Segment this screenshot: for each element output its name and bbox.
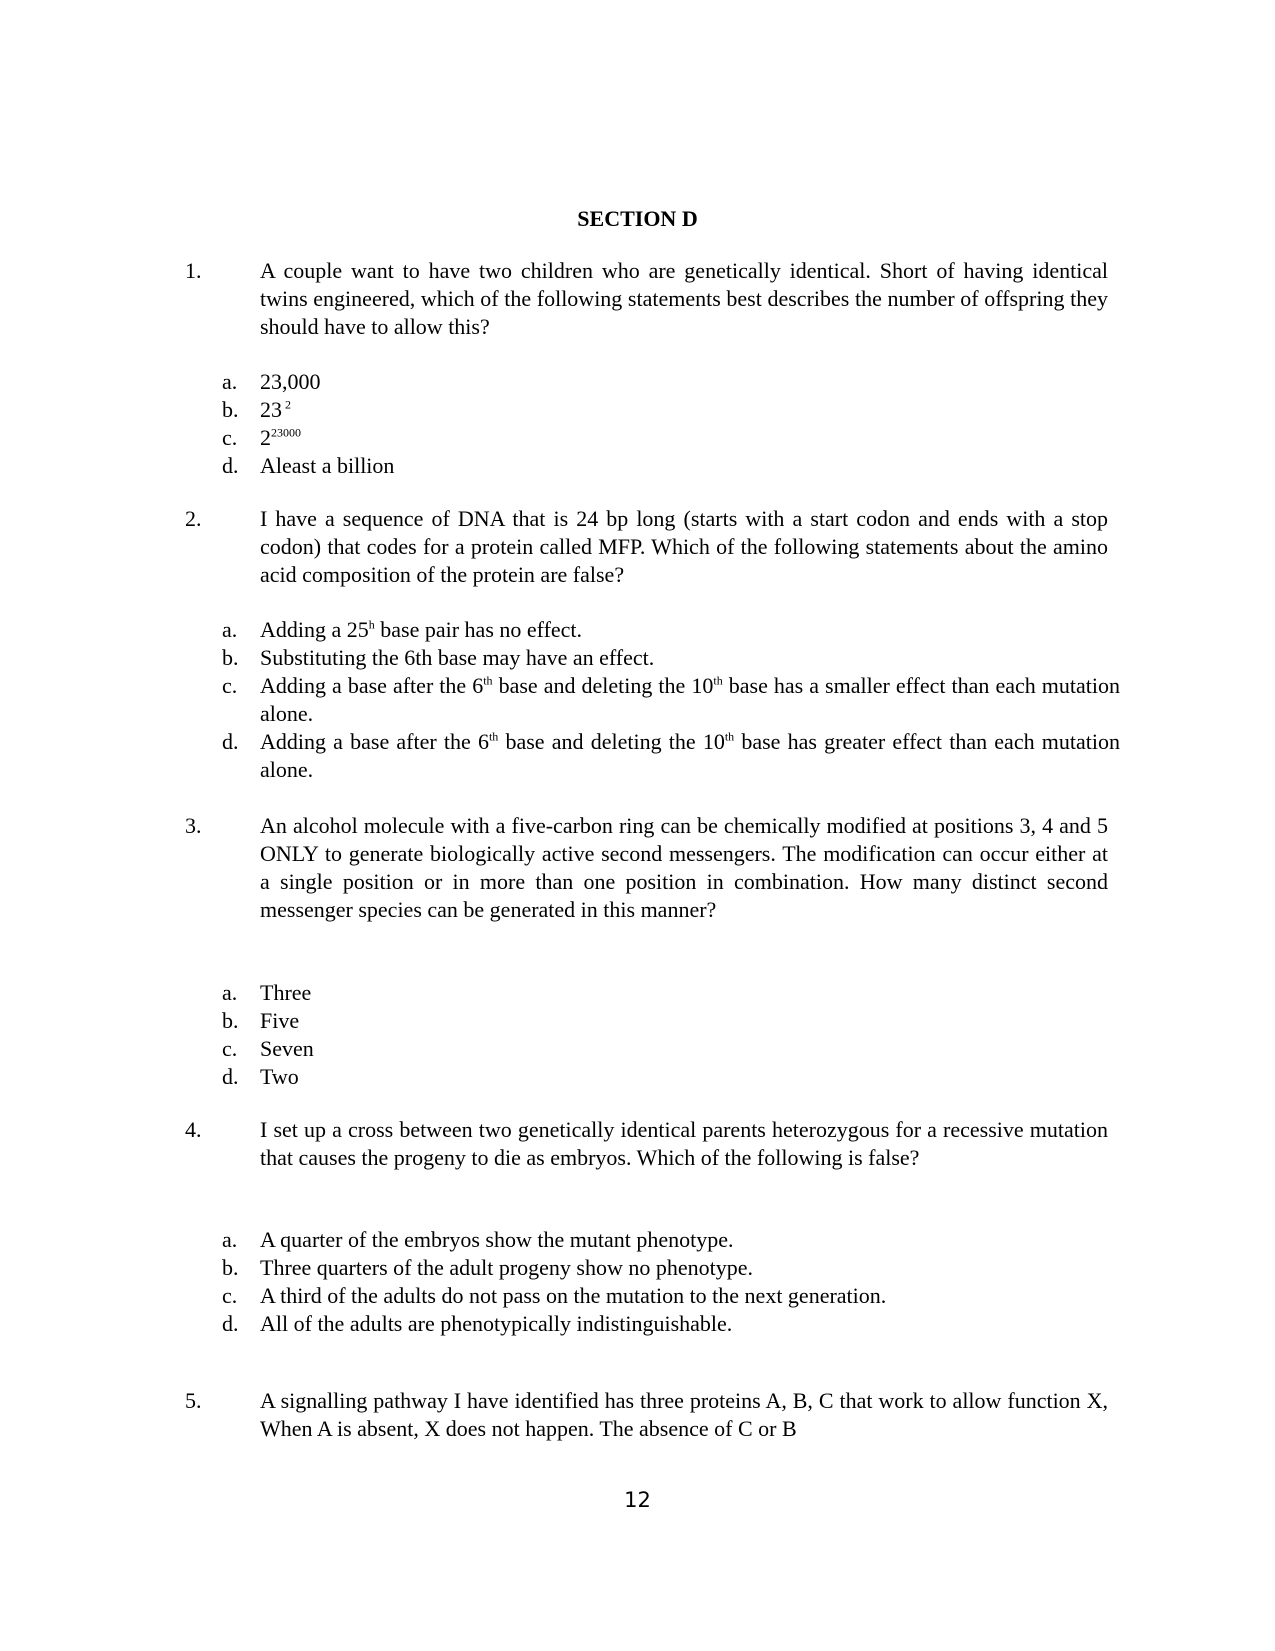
option-letter: a. [222, 1227, 238, 1252]
option-text: A third of the adults do not pass on the mutation to the next generation. [260, 1283, 887, 1308]
option-text: Two [260, 1064, 299, 1089]
option-text: Adding a base after the 6th base and deleting the 10th base has greater effect than each mutation alone. [260, 729, 1120, 782]
option-letter: c. [222, 673, 238, 698]
option-letter: b. [222, 397, 239, 422]
question-text: I set up a cross between two genetically identical parents heterozygous for a recessive mutation that causes the progeny to die as embryos. Which of the following is false? [260, 1117, 1108, 1170]
option-text: 23 $^2$ [260, 397, 291, 422]
option-text: All of the adults are phenotypically indistinguishable. [260, 1311, 733, 1336]
option-text: Adding a 25$^h$ base pair has no effect. [260, 617, 583, 642]
question-number: 2. [185, 506, 202, 531]
question-number: 5. [185, 1388, 202, 1413]
option-letter: b. [222, 645, 239, 670]
option-text: A quarter of the embryos show the mutant phenotype. [260, 1227, 734, 1252]
option-text: Three [260, 980, 312, 1005]
question-text: A signalling pathway I have identified has three proteins A, B, C that work to allow function X, When A is absent, X does not happen. The absence of C or B [260, 1388, 1108, 1441]
option-text: Seven [260, 1036, 314, 1061]
section-title: SECTION D [577, 206, 698, 231]
option-text: $2^{23000}$ [260, 425, 301, 450]
option-text: Five [260, 1008, 300, 1033]
option-letter: b. [222, 1008, 239, 1033]
option-text: Adding a base after the 6th base and deleting the 10th base has a smaller effect than each mutation alone. [260, 673, 1120, 726]
option-letter: d. [222, 1311, 239, 1336]
option-letter: d. [222, 453, 239, 478]
question-number: 3. [185, 813, 202, 838]
option-letter: c. [222, 1283, 238, 1308]
option-letter: b. [222, 1255, 239, 1280]
option-letter: d. [222, 1064, 239, 1089]
option-letter: c. [222, 425, 238, 450]
question-text: A couple want to have two children who are genetically identical. Short of having identical twins engineered, which of the following statements best describes the number of offspring they should have to allow this? [260, 258, 1108, 339]
question-number: 1. [185, 258, 202, 283]
option-letter: d. [222, 729, 239, 754]
page-number: 12 [624, 1488, 651, 1512]
option-text: Substituting the 6th base may have an effect. [260, 645, 655, 670]
question-text: An alcohol molecule with a five-carbon ring can be chemically modified at positions 3, 4 and 5 ONLY to generate biologically active second messengers. The modification can occur either at a single position or in more than one position in combination. How many distinct second messenger species can be generated in this manner? [260, 813, 1108, 922]
option-letter: a. [222, 617, 238, 642]
option-text: Aleast a billion [260, 453, 395, 478]
question-number: 4. [185, 1117, 202, 1142]
option-letter: c. [222, 1036, 238, 1061]
question-text: I have a sequence of DNA that is 24 bp long (starts with a start codon and ends with a stop codon) that codes for a protein called MFP. Which of the following statements about the amino acid composition of the protein are false? [260, 506, 1108, 587]
option-text: 23,000 [260, 369, 321, 394]
option-letter: a. [222, 980, 238, 1005]
option-text: Three quarters of the adult progeny show no phenotype. [260, 1255, 754, 1280]
option-letter: a. [222, 369, 238, 394]
